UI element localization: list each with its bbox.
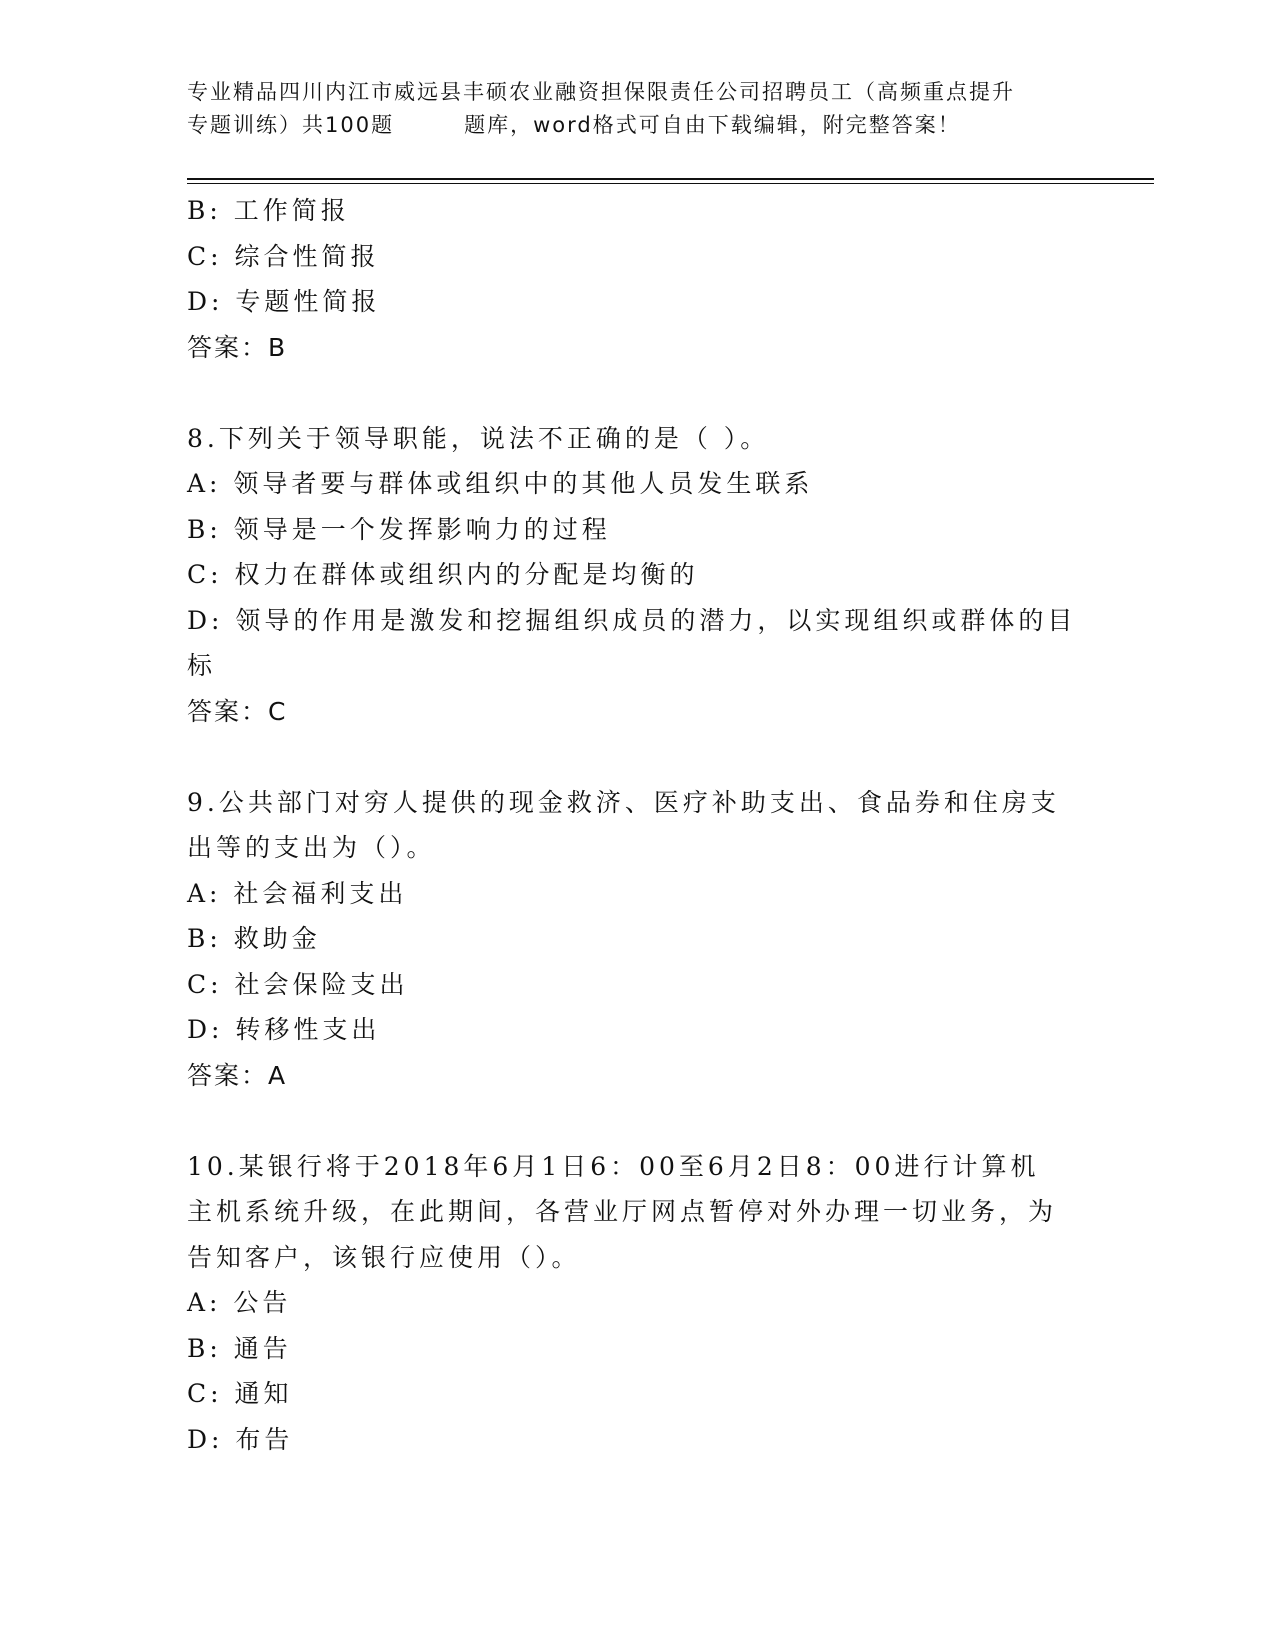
option-b: B: 救助金 — [187, 924, 321, 953]
header-title-line-2-left: 专题训练）共100题 — [187, 113, 395, 137]
option-d: D: 专题性简报 — [187, 287, 381, 316]
option-a: A: 社会福利支出 — [187, 878, 408, 908]
answer: 答案：A — [187, 1060, 288, 1090]
option-b: B: 通告 — [187, 1333, 292, 1363]
header-divider-thick — [187, 178, 1154, 180]
header-title-line-2-right: 题库，word格式可自由下载编辑，附完整答案！ — [464, 113, 961, 137]
header-divider-thin — [187, 183, 1154, 184]
question-gap — [187, 734, 1077, 780]
question-text: 10.某银行将于2018年6月1日6：00至6月2日8：00进行计算机 — [187, 1151, 1040, 1181]
option-a: A: 领导者要与群体或组织中的其他人员发生联系 — [187, 469, 814, 498]
answer: 答案：B — [187, 332, 288, 362]
document-header — [187, 76, 1087, 142]
option-c: C: 权力在群体或组织内的分配是均衡的 — [187, 560, 699, 589]
question-text-continued: 主机系统升级，在此期间，各营业厅网点暂停对外办理一切业务，为 — [187, 1197, 1058, 1226]
question-text: 8.下列关于领导职能，说法不正确的是（ ）。 — [187, 423, 770, 453]
question-text-continued: 告知客户，该银行应使用（）。 — [187, 1242, 581, 1272]
option-d: D: 领导的作用是激发和挖掘组织成员的潜力，以实现组织或群体的目 — [187, 605, 1077, 635]
option-c: C: 综合性简报 — [187, 241, 380, 271]
option-c: C: 社会保险支出 — [187, 969, 409, 999]
question-text-continued: 出等的支出为（）。 — [187, 833, 436, 862]
header-title-line-2 — [187, 109, 1087, 142]
option-d-continued: 标 — [187, 651, 217, 680]
option-d: D: 布告 — [187, 1424, 294, 1454]
answer: 答案：C — [187, 696, 288, 726]
option-b: B: 领导是一个发挥影响力的过程 — [187, 514, 611, 544]
question-7-tail — [187, 188, 1077, 370]
question-gap — [187, 370, 1077, 416]
question-9 — [187, 780, 1077, 1099]
option-c: C: 通知 — [187, 1379, 293, 1408]
option-d: D: 转移性支出 — [187, 1015, 381, 1044]
question-8 — [187, 416, 1077, 735]
option-a: A: 公告 — [187, 1288, 292, 1317]
document-body — [187, 188, 1077, 1462]
question-text: 9.公共部门对穷人提供的现金救济、医疗补助支出、食品券和住房支 — [187, 787, 1060, 817]
question-gap — [187, 1098, 1077, 1144]
option-b: B: 工作简报 — [187, 196, 350, 225]
header-title-line-1: 专业精品四川内江市威远县丰硕农业融资担保限责任公司招聘员工（高频重点提升 — [187, 80, 1015, 104]
question-10 — [187, 1144, 1077, 1463]
